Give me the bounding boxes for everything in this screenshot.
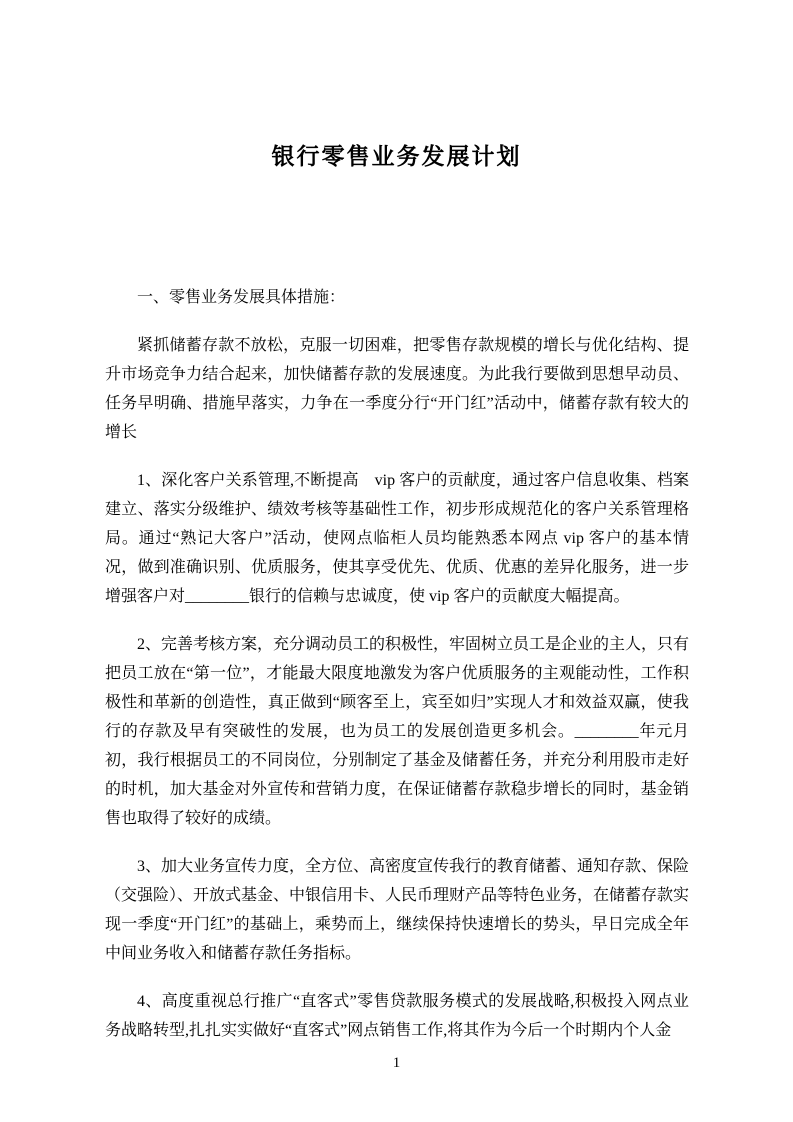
document-title: 银行零售业务发展计划 [271,143,522,169]
document-body [105,283,689,1064]
paragraph-item-2: 2、完善考核方案，充分调动员工的积极性，牢固树立员工是企业的主人，只有把员工放在“第一位”，才能最大限度地激发为客户优质服务的主观能动性，工作积极性和革新的创造性，真正做到“顾客至上，宾至如归”实现人才和效益双赢，使我行的存款及早有突破性的发展，也为员工的发展创造更多机会。________年元月初，我行根据员工的不同岗位，分别制定了基金及储蓄任务，并充分利用股市走好的时机，加大基金对外宣传和营销力度，在保证储蓄存款稳步增长的同时，基金销售也取得了较好的成绩。 [105,636,690,827]
paragraph-item-4: 4、高度重视总行推广“直客式”零售贷款服务模式的发展战略,积极投入网点业务战略转型,扎扎实实做好“直客式”网点销售工作,将其作为今后一个时期内个人金 [105,993,689,1039]
paragraph-intro: 紧抓储蓄存款不放松，克服一切困难，把零售存款规模的增长与优化结构、提升市场竞争力结合起来，加快储蓄存款的发展速度。为此我行要做到思想早动员、任务早明确、措施早落实，力争在一季度分行“开门红”活动中，储蓄存款有较大的增长 [105,337,689,441]
paragraph-item-1: 1、深化客户关系管理,不断提高 vip 客户的贡献度，通过客户信息收集、档案建立、落实分级维护、绩效考核等基础性工作，初步形成规范化的客户关系管理格局。通过“熟记大客户”活动，使网点临柜人员均能熟悉本网点 vip 客户的基本情况，做到准确识别、优质服务，使其享受优先、优质、优惠的差异化服务，进一步增强客户对________银行的信赖与忠诚度，使 vip 客户的贡献度大幅提高。 [105,472,689,605]
page-number: 1 [392,1055,401,1071]
section-heading: 一、零售业务发展具体措施： [137,289,346,306]
paragraph-item-3: 3、加大业务宣传力度，全方位、高密度宣传我行的教育储蓄、通知存款、保险（交强险）、开放式基金、中银信用卡、人民币理财产品等特色业务，在储蓄存款实现一季度“开门红”的基础上，乘势而上，继续保持快速增长的势头，早日完成全年中间业务收入和储蓄存款任务指标。 [105,858,690,962]
